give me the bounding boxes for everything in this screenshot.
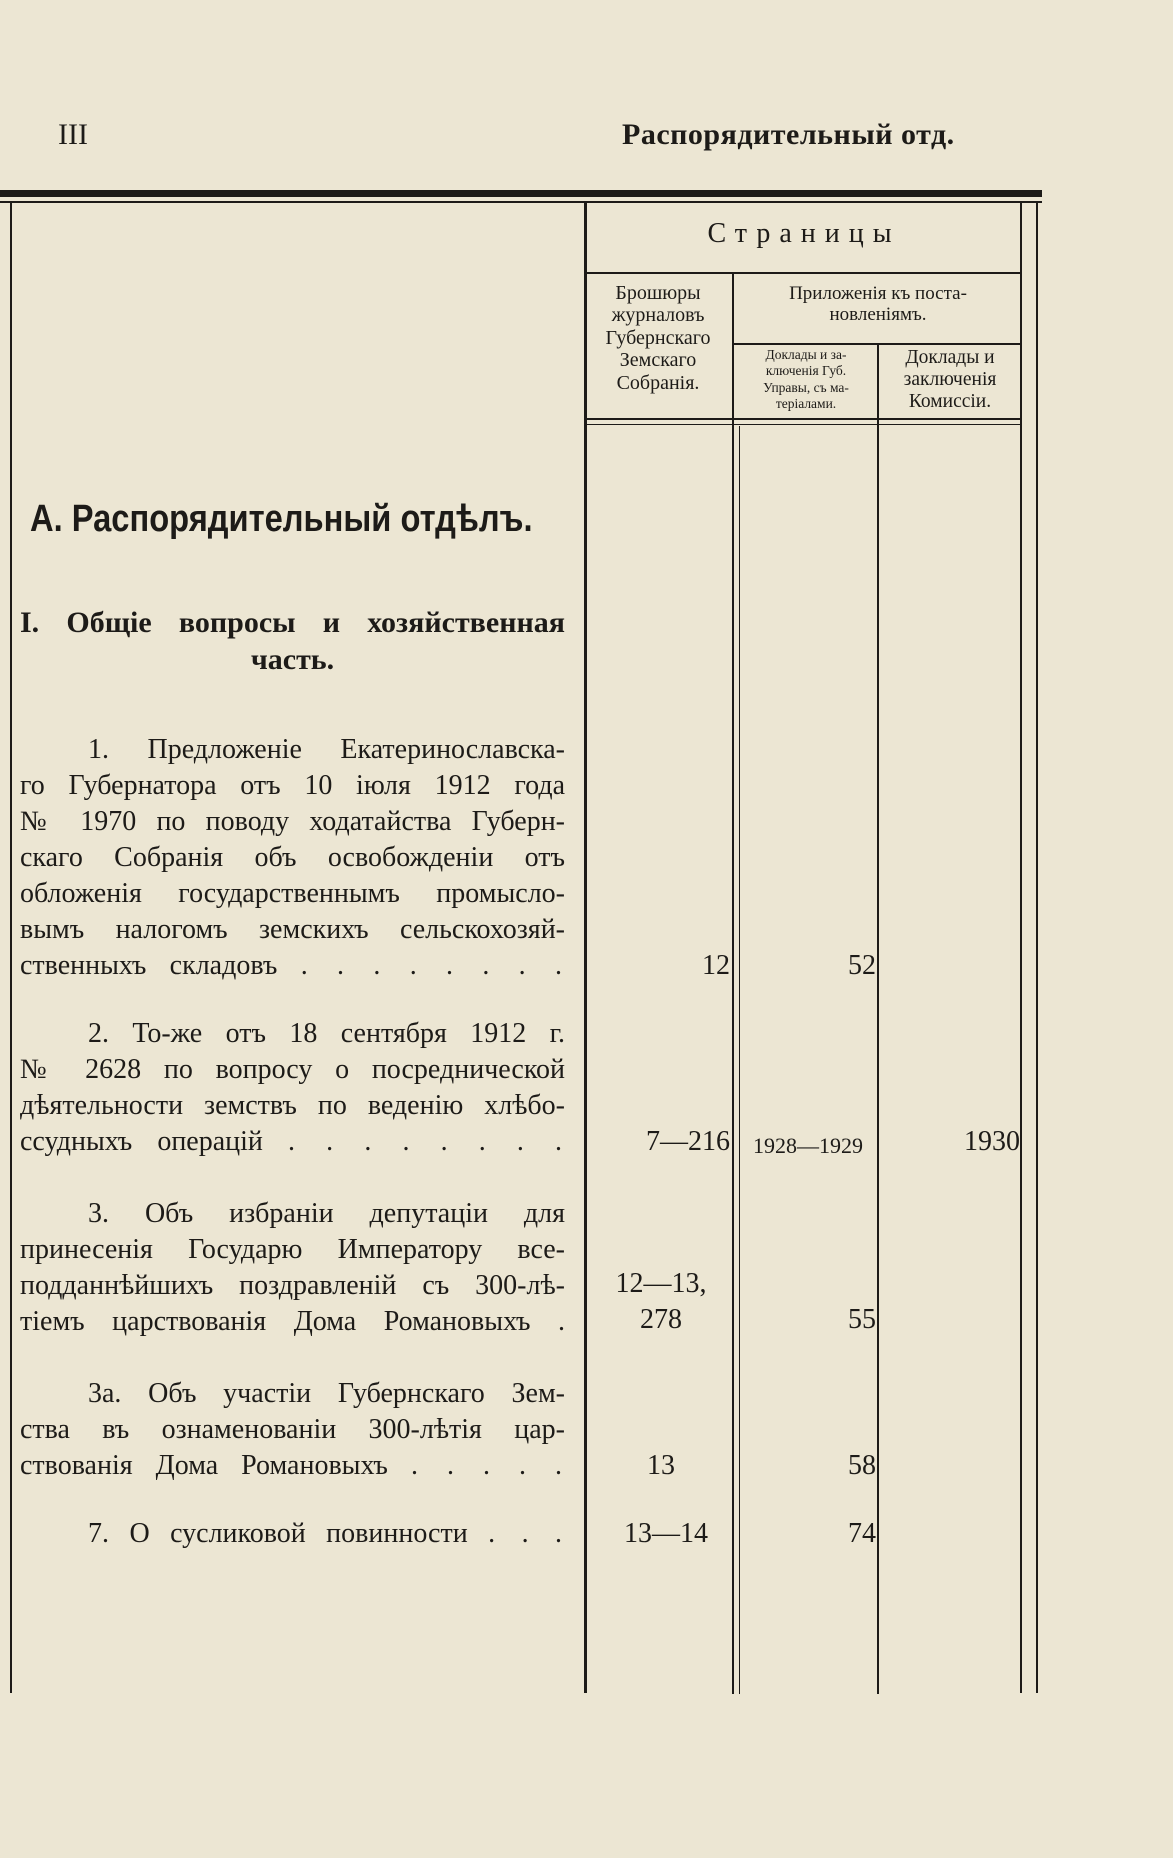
entry-line: ссудныхъ операцій [20,1126,263,1157]
entry-line: 2. То-же отъ 18 сентября 1912 г. [88,1018,565,1049]
entry-line: ственныхъ складовъ [20,950,278,981]
entry-line: 3. Объ избраніи депутаціи для [88,1198,565,1229]
page-number: III [58,118,88,151]
entry-7-brochure-page: 13—14 [624,1518,708,1549]
entry-7-board-page: 74 [848,1518,876,1549]
entry-1 [20,732,565,984]
board-reports-header-line: Управы, съ ма- [763,379,849,395]
board-reports-header [736,347,876,413]
entry-3-board-page: 55 [848,1304,876,1335]
dot-leader: . . . . . . . . [288,1126,566,1157]
dot-leader: . . . [488,1518,565,1549]
commission-reports-header-line: Доклады и [905,347,995,368]
section-i-heading: I. Общіе вопросы и хозяйственная часть. [20,606,565,676]
entry-3 [20,1196,565,1340]
entry-1-brochure-page: 12 [702,950,730,981]
entry-line: обложенія государственнымъ промысло- [20,878,565,909]
table-right-border [1020,203,1022,1693]
section-a-heading: А. Распорядительный отдѣлъ. [30,498,533,540]
entry-line: принесенія Государю Императору все- [20,1234,565,1265]
subheader-bottom-2 [586,424,1022,425]
col-divider-2 [877,345,879,1694]
entry-line: № 2628 по вопросу о посреднической [20,1054,565,1085]
appendices-header-line: новленіямъ. [829,304,927,326]
appendices-header-line: Приложенія къ поста- [789,283,967,304]
table-right-border-outer [1036,203,1038,1693]
entry-line: го Губернатора отъ 10 іюля 1912 года [20,770,565,801]
dot-leader: . . . . . . . . [300,950,566,981]
entry-3a-board-page: 58 [848,1450,876,1481]
entry-last-line [20,1516,565,1552]
pages-header-bottom [586,272,1022,274]
entry-3a [20,1376,565,1484]
board-reports-header-line: Доклады и за- [765,347,847,362]
top-rule [0,190,1042,197]
entry-line: 3а. Объ участіи Губернскаго Зем- [88,1378,565,1409]
entry-line: скаго Собранія объ освобожденіи отъ [20,842,565,873]
commission-reports-header [880,347,1020,412]
entry-1-board-page: 52 [848,950,876,981]
entry-line: дѣятельности земствъ по веденію хлѣбо- [20,1090,565,1121]
entry-line: 7. О сусликовой повинности [88,1518,468,1549]
table-divider-main [584,203,587,1693]
entry-7 [20,1516,565,1552]
brochures-header-line: журналовъ [611,304,705,327]
entry-last-line [20,1124,565,1160]
entry-2-brochure-page: 7—216 [646,1126,730,1157]
entry-line: тіемъ царствованія Дома Романовыхъ [20,1306,531,1337]
entry-last-line [20,1304,565,1340]
entry-2-board-page: 1928—1929 [753,1133,863,1158]
subheader-bottom [586,418,1022,420]
brochures-header-line: Собранія. [616,371,700,394]
dot-leader: . . . . . [410,1450,566,1481]
entry-line: ства въ ознаменованіи 300-лѣтія цар- [20,1414,565,1445]
pages-title: Страницы [707,218,901,249]
running-title: Распорядительный отд. [622,118,955,151]
entry-last-line [20,948,565,984]
entry-last-line [20,1448,565,1484]
entry-line: № 1970 по поводу ходатайства Губерн- [20,806,565,837]
entry-3-brochure-page: 278 [640,1304,682,1335]
board-reports-header-line: ключенія Губ. [765,363,847,379]
commission-reports-header-line: заключенія [903,368,997,390]
entry-2 [20,1016,565,1160]
commission-reports-header-line: Комиссіи. [908,390,992,412]
brochures-header [586,282,730,394]
brochures-header-line: Брошюры [615,282,701,304]
entry-line: вымъ налогомъ земскихъ сельскохозяй- [20,914,565,945]
board-reports-header-line: теріалами. [775,396,837,412]
brochures-header-line: Земскаго [619,349,697,372]
entry-line: ствованія Дома Романовыхъ [20,1450,388,1481]
col-divider-1b [739,426,740,1694]
entry-3a-brochure-page: 13 [647,1450,675,1481]
entry-line: подданнѣйшихъ поздравленій съ 300-лѣ- [20,1270,565,1301]
entry-line: 1. Предложеніе Екатеринославска- [88,734,565,765]
appendices-header [736,283,1020,326]
col-divider-1 [732,274,734,1694]
table-left-border [10,203,12,1693]
entry-3-brochure-page: 12—13, [615,1268,707,1299]
brochures-header-line: Губернскаго [605,326,711,349]
entry-2-commission-page: 1930 [964,1126,1020,1157]
dot-leader: . [558,1306,566,1337]
top-rule-thin [0,201,1042,203]
